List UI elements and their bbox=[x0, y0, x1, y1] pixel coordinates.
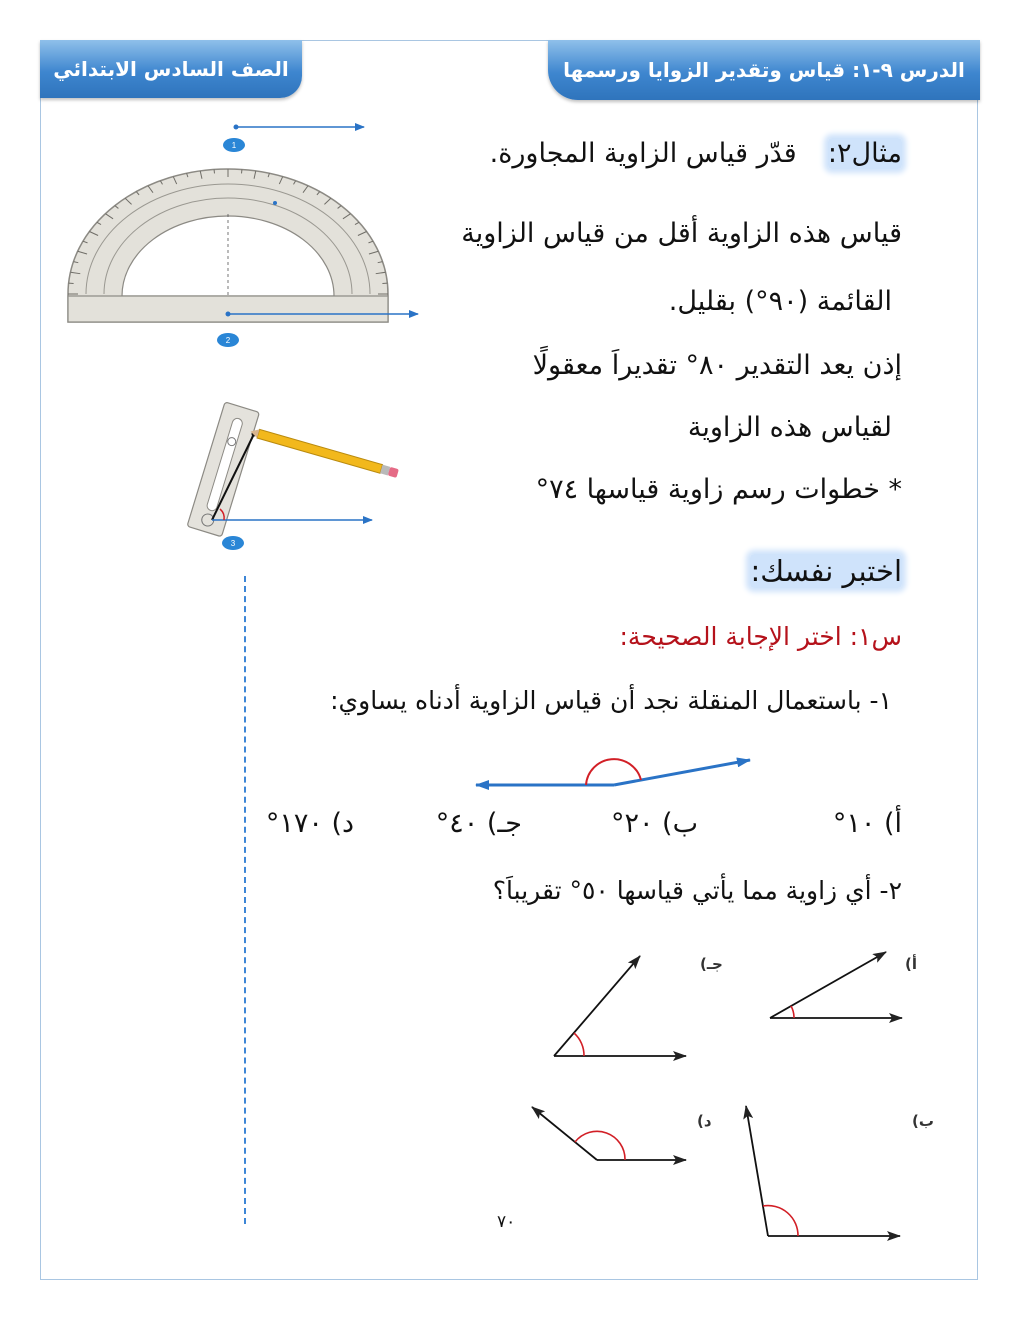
explanation-line-1: قياس هذه الزاوية أقل من قياس الزاوية bbox=[461, 218, 902, 249]
lesson-title: الدرس ٩-١: قياس وتقدير الزوايا ورسمها bbox=[563, 58, 965, 82]
option-label-d: د) bbox=[697, 1112, 712, 1130]
choice-b[interactable]: ب) ٢٠° bbox=[610, 808, 698, 839]
option-label-c: جـ) bbox=[700, 955, 723, 973]
choice-d[interactable]: د) ١٧٠° bbox=[265, 808, 354, 839]
conclusion-line-2: لقياس هذه الزاوية bbox=[687, 412, 892, 443]
item-1-text: ١- باستعمال المنقلة نجد أن قياس الزاوية أدناه يساوي: bbox=[330, 686, 892, 715]
item-2-text: ٢- أي زاوية مما يأتي قياسها ٥٠° تقريباَ؟ bbox=[492, 876, 902, 905]
conclusion-line-1: إذن يعد التقدير ٨٠° تقديراَ معقولًا bbox=[532, 350, 902, 381]
self-test-title: اختبر نفسك: bbox=[750, 554, 902, 588]
choice-c[interactable]: جـ) ٤٠° bbox=[435, 808, 522, 839]
option-label-a: أ) bbox=[905, 955, 917, 973]
option-label-b: ب) bbox=[912, 1112, 934, 1130]
question-1-title: س١: اختر الإجابة الصحيحة: bbox=[619, 622, 902, 651]
example-label: مثال٢: bbox=[827, 138, 902, 169]
page-number: ٧٠ bbox=[497, 1212, 516, 1232]
choice-a[interactable]: أ) ١٠° bbox=[832, 808, 902, 839]
svg-text:3: 3 bbox=[230, 539, 236, 548]
grade-label: الصف السادس الابتدائي bbox=[53, 57, 289, 81]
svg-text:1: 1 bbox=[231, 141, 237, 150]
steps-note: * خطوات رسم زاوية قياسها ٧٤° bbox=[535, 474, 902, 505]
svg-text:2: 2 bbox=[225, 336, 231, 345]
example-prompt: قدّر قياس الزاوية المجاورة. bbox=[489, 138, 797, 169]
explanation-line-2: القائمة (٩٠°) بقليل. bbox=[668, 286, 892, 317]
